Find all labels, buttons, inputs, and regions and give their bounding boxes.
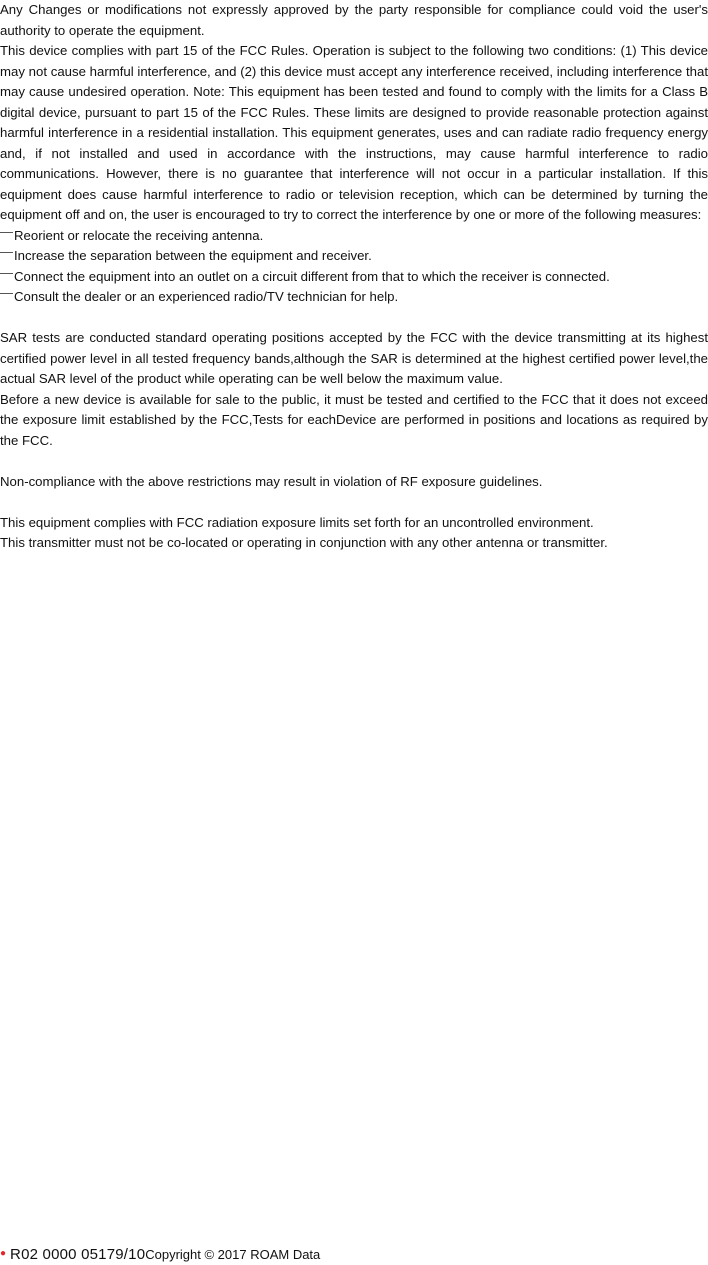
dash-bullet-icon bbox=[0, 232, 13, 233]
measure-list-item bbox=[0, 246, 708, 267]
dash-bullet-icon bbox=[0, 273, 13, 274]
measure-list-item bbox=[0, 267, 708, 288]
document-code: R02 0000 05179/10 bbox=[10, 1246, 146, 1263]
measure-text: Connect the equipment into an outlet on a circuit different from that to which the receiver is connected. bbox=[14, 268, 610, 284]
dash-bullet-icon bbox=[0, 293, 13, 294]
spacer bbox=[0, 492, 708, 513]
fcc-part15-paragraph: This device complies with part 15 of the FCC Rules. Operation is subject to the following two conditions: (1) This device may not cause harmful interference, and (2) this device must accept any interference received, including interference that may cause undesired operation. Note: This equipment has been tested and found to comply with the limits for a Class B digital device, pursuant to part 15 of the FCC Rules. These limits are designed to provide reasonable protection against harmful interference in a residential installation. This equipment generates, uses and can radiate radio frequency energy and, if not installed and used in accordance with the instructions, may cause harmful interference to radio communications. However, there is no guarantee that interference will not occur in a particular installation. If this equipment does cause harmful interference to radio or television reception, which can be determined by turning the equipment off and on, the user is encouraged to try to correct the interference by one or more of the following measures: bbox=[0, 43, 708, 222]
measure-list-item bbox=[0, 226, 708, 247]
co-location-paragraph: This transmitter must not be co-located or operating in conjunction with any other antenna or transmitter. bbox=[0, 535, 608, 550]
page-footer bbox=[0, 1244, 320, 1265]
document-body bbox=[0, 0, 708, 554]
copyright-text: Copyright © 2017 ROAM Data bbox=[145, 1247, 321, 1262]
measure-list-item bbox=[0, 287, 708, 308]
radiation-exposure-paragraph: This equipment complies with FCC radiation exposure limits set forth for an uncontrolled environment. bbox=[0, 514, 594, 530]
red-dot-icon: ● bbox=[0, 1248, 7, 1260]
spacer bbox=[0, 451, 708, 472]
non-compliance-paragraph: Non-compliance with the above restrictions may result in violation of RF exposure guidelines. bbox=[0, 473, 543, 489]
measure-text: Reorient or relocate the receiving antenna. bbox=[14, 227, 264, 243]
dash-bullet-icon bbox=[0, 252, 13, 253]
modifications-paragraph: Any Changes or modifications not expressly approved by the party responsible for compliance could void the user's authority to operate the equipment. bbox=[0, 2, 708, 38]
measure-text: Increase the separation between the equipment and receiver. bbox=[14, 248, 372, 263]
measure-text: Consult the dealer or an experienced radio/TV technician for help. bbox=[14, 289, 399, 304]
spacer bbox=[0, 308, 708, 329]
sar-tests-paragraph: SAR tests are conducted standard operating positions accepted by the FCC with the device transmitting at its highest certified power level in all tested frequency bands,although the SAR is determined at the highest certified power level,the actual SAR level of the product while operating can be well below the maximum value. bbox=[0, 330, 708, 386]
certification-paragraph: Before a new device is available for sale to the public, it must be tested and certified to the FCC that it does not exceed the exposure limit established by the FCC,Tests for eachDevice are performed in positions and locations as required by the FCC. bbox=[0, 391, 708, 448]
